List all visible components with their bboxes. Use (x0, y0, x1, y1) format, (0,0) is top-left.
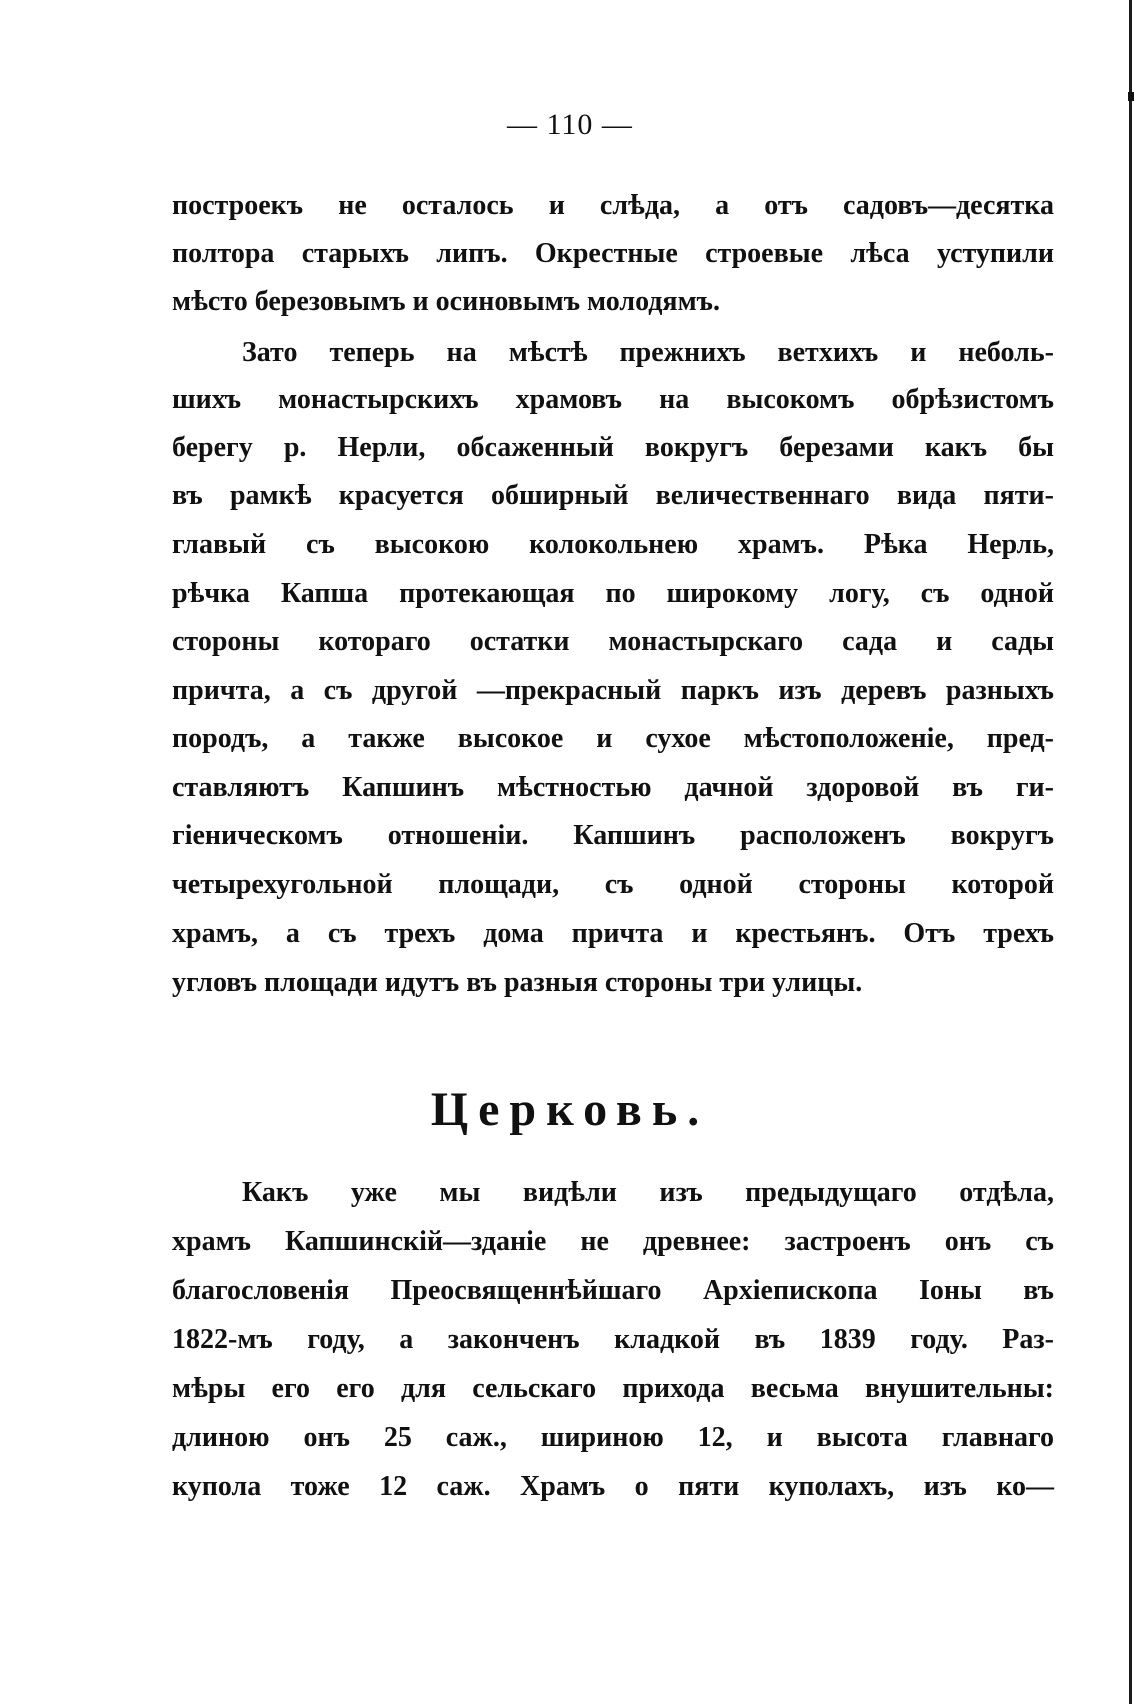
text-line: берегу р. Нерли, обсаженный вокругъ березами какъ бы (172, 432, 1054, 463)
text-line: главый съ высокою колокольнею храмъ. Рѣка Нерль, (172, 529, 1054, 560)
text-line: причта, а съ другой —прекрасный паркъ изъ деревъ разныхъ (172, 675, 1054, 706)
text-line: благословенія Преосвященнѣйшаго Архіепископа Іоны въ (172, 1275, 1054, 1306)
text-line: длиною онъ 25 саж., шириною 12, и высота главнаго (172, 1422, 1054, 1453)
text-line: купола тоже 12 саж. Храмъ о пяти куполахъ, изъ ко— (172, 1471, 1054, 1502)
text-line: ставляютъ Капшинъ мѣстностью дачной здоровой въ ги- (172, 772, 1054, 803)
text-line: построекъ не осталось и слѣда, а отъ садовъ—десятка (172, 190, 1054, 221)
text-line: шихъ монастырскихъ храмовъ на высокомъ обрѣзистомъ (172, 384, 1054, 415)
text-line: мѣсто березовымъ и осиновымъ молодямъ. (172, 286, 720, 317)
section-heading: Церковь. (430, 1083, 710, 1136)
text-line: рѣчка Капша протекающая по широкому логу, съ одной (172, 578, 1054, 609)
text-line: Какъ уже мы видѣли изъ предыдущаго отдѣла, (242, 1177, 1054, 1208)
text-line: породъ, а также высокое и сухое мѣстоположеніе, пред- (172, 723, 1054, 754)
text-line: храмъ Капшинскій—зданіе не древнее: застроенъ онъ съ (172, 1226, 1054, 1257)
text-line: въ рамкѣ красуется обширный величественнаго вида пяти- (172, 480, 1054, 511)
text-line: Зато теперь на мѣстѣ прежнихъ ветхихъ и неболь- (242, 337, 1054, 368)
page-edge-mark (1128, 92, 1134, 101)
text-line: гіеническомъ отношеніи. Капшинъ расположенъ вокругъ (172, 820, 1054, 851)
text-line: угловъ площади идутъ въ разныя стороны три улицы. (172, 967, 863, 998)
text-line: четырехугольной площади, съ одной стороны которой (172, 869, 1054, 900)
text-line: полтора старыхъ липъ. Окрестные строевые лѣса уступили (172, 238, 1054, 269)
text-line: стороны котораго остатки монастырскаго сада и сады (172, 626, 1054, 657)
text-line: мѣры его его для сельскаго прихода весьма внушительны: (172, 1373, 1054, 1404)
page-number: — 110 — (507, 108, 633, 141)
text-line: храмъ, а съ трехъ дома причта и крестьянъ. Отъ трехъ (172, 918, 1054, 949)
page-edge-line (1129, 0, 1132, 1704)
text-line: 1822-мъ году, а законченъ кладкой въ 1839 году. Раз- (172, 1324, 1054, 1355)
